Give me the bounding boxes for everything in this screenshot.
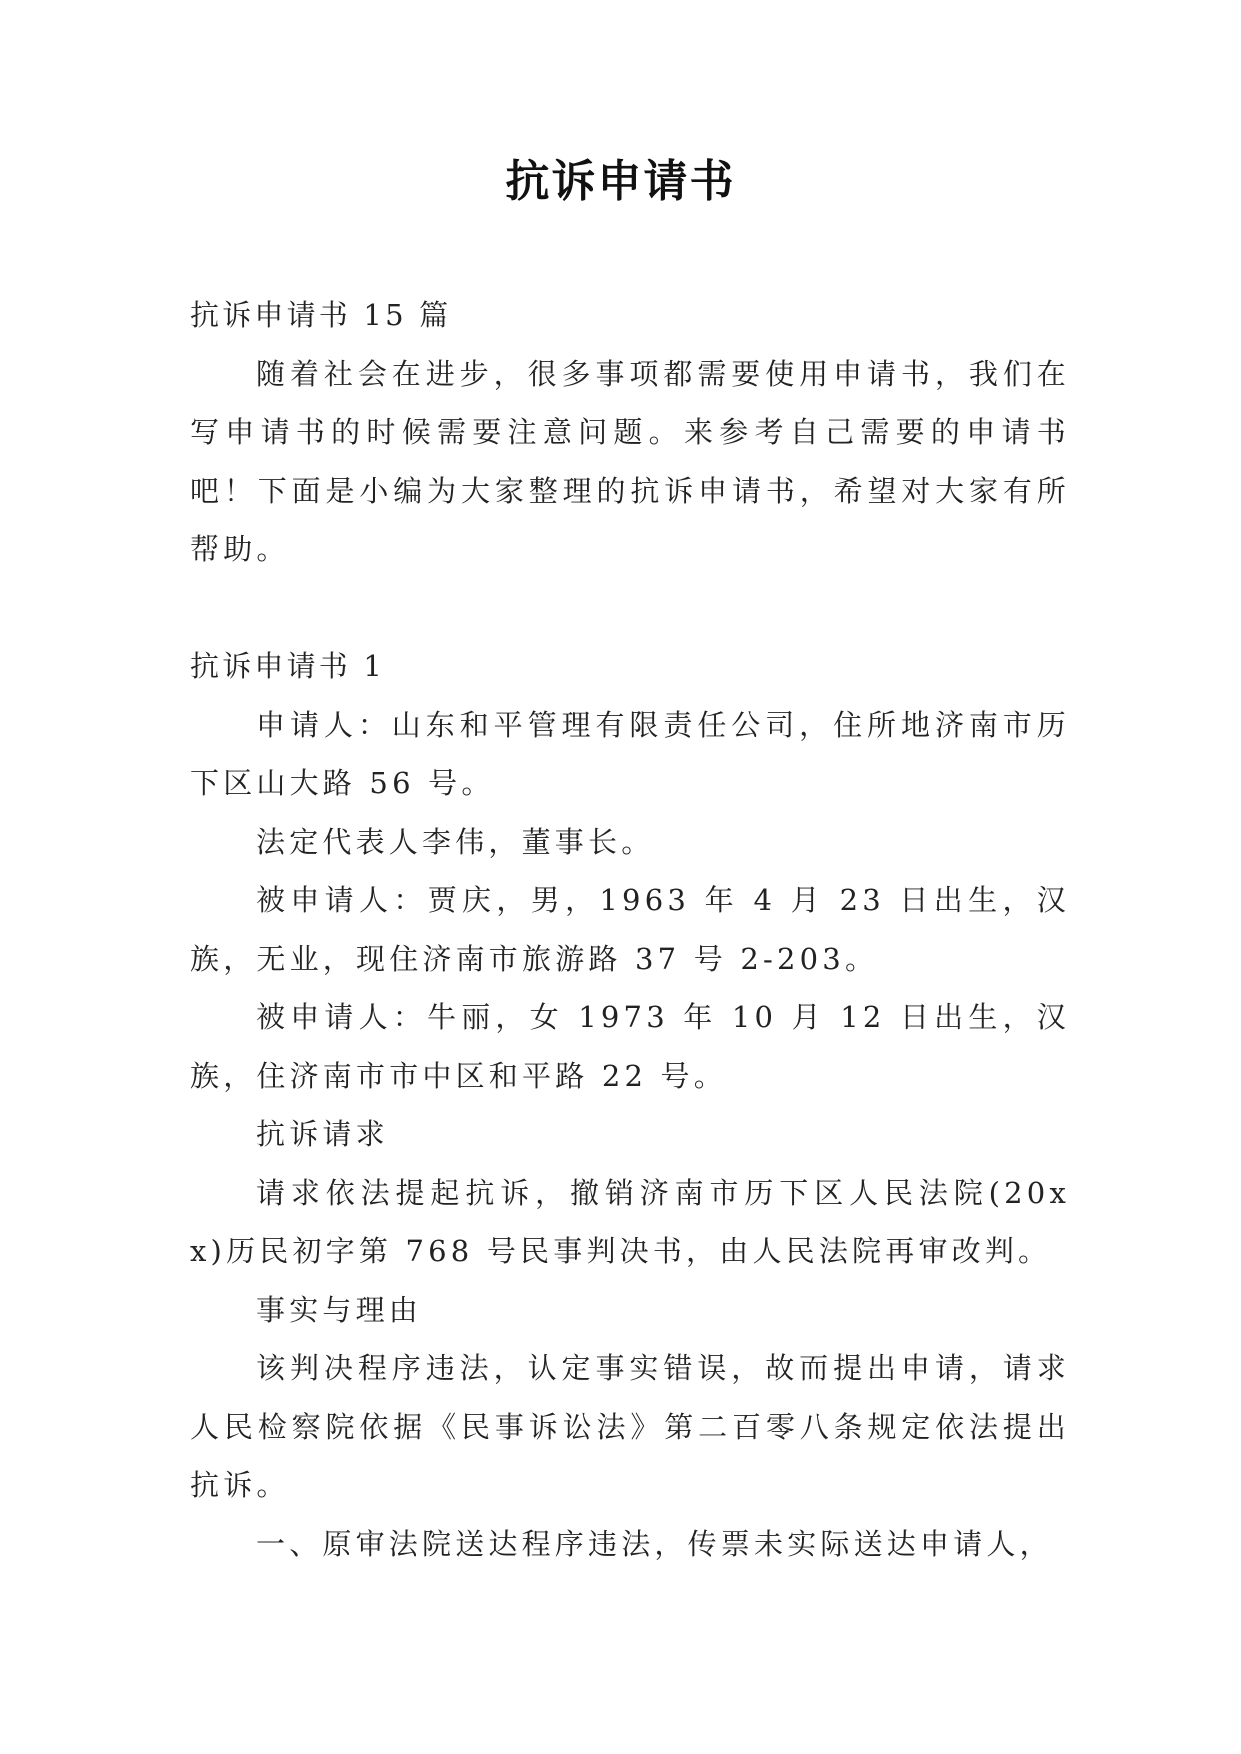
protest-request-paragraph: 请求依法提起抗诉，撤销济南市历下区人民法院(20xx)历民初字第 768 号民事判决书，由人民法院再审改判。 — [190, 1175, 1070, 1268]
intro-paragraph: 随着社会在进步，很多事项都需要使用申请书，我们在写申请书的时候需要注意问题。来参考自己需要的申请书吧！下面是小编为大家整理的抗诉申请书，希望对大家有所帮助。 — [190, 356, 1070, 566]
legal-representative-paragraph: 法定代表人李伟，董事长。 — [256, 824, 655, 859]
paragraph-gap — [190, 579, 1070, 638]
point-one-paragraph: 一、原审法院送达程序违法，传票未实际送达申请人， — [256, 1526, 1053, 1561]
respondent-1-paragraph: 被申请人：贾庆，男，1963 年 4 月 23 日出生，汉族，无业，现住济南市旅游路 37 号 2-203。 — [190, 883, 1070, 976]
document-subtitle: 抗诉申请书 15 篇 — [190, 298, 452, 332]
respondent-2-paragraph: 被申请人：牛丽，女 1973 年 10 月 12 日出生，汉族，住济南市市中区和平路 22 号。 — [190, 1000, 1070, 1093]
protest-request-heading: 抗诉请求 — [256, 1117, 389, 1151]
facts-reasons-heading: 事实与理由 — [256, 1292, 423, 1327]
facts-reasons-paragraph: 该判决程序违法，认定事实错误，故而提出申请，请求人民检察院依据《民事诉讼法》第二百零八条规定依法提出抗诉。 — [190, 1351, 1070, 1502]
document-title: 抗诉申请书 — [505, 156, 736, 207]
applicant-paragraph: 申请人：山东和平管理有限责任公司，住所地济南市历下区山大路 56 号。 — [190, 707, 1070, 800]
section-heading: 抗诉申请书 1 — [190, 649, 386, 683]
document-body — [190, 286, 1070, 1573]
